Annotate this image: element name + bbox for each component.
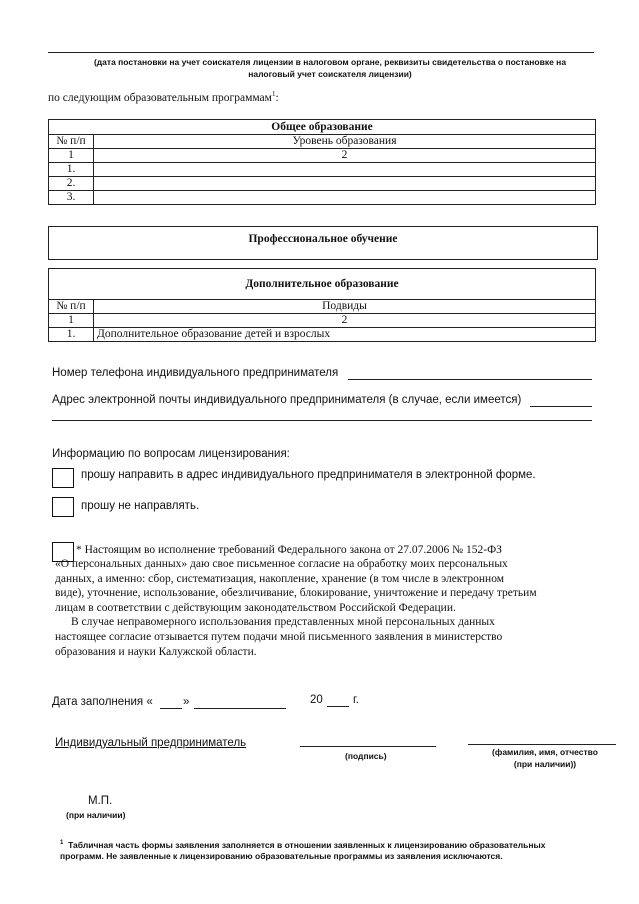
top-fill-line (48, 52, 594, 53)
consent-line-2: «О персональных данных» даю свое письменное согласие на обработку моих персональных (55, 558, 508, 570)
date-month-field[interactable] (194, 708, 286, 709)
consent-line-7: настоящее согласие отзывается путем подачи мной письменного заявления в министерство (55, 630, 503, 643)
table-row (49, 191, 596, 205)
additional-row-text[interactable]: Дополнительное образование детей и взрослых (94, 328, 596, 342)
email-field-continuation[interactable] (52, 420, 592, 421)
additional-row-num: 1. (49, 328, 94, 342)
full-name-caption-1: (фамилия, имя, отчество (492, 747, 598, 757)
consent-line-8: образования и науки Калужской области. (55, 645, 257, 658)
footnote (60, 838, 606, 862)
footnote-marker: 1 (60, 840, 64, 846)
info-label: Информацию по вопросам лицензирования: (52, 448, 290, 460)
footnote-ref: 1 (271, 90, 276, 98)
option-send-checkbox[interactable] (52, 468, 74, 488)
professional-title: Профессиональное обучение (248, 233, 398, 245)
programs-intro-colon: : (275, 91, 279, 104)
general-row-value[interactable] (94, 163, 596, 177)
caption-line-1: (дата постановки на учет соискателя лицензии в налоговом органе, реквизиты свидетельства о постановке на (93, 57, 567, 67)
professional-training-box (48, 226, 598, 260)
caption-line-2: налоговый учет соискателя лицензии) (248, 69, 412, 79)
general-row-value[interactable] (94, 177, 596, 191)
general-row-num: 1. (49, 163, 94, 177)
stamp-note: (при наличии) (66, 810, 126, 820)
general-col-level: Уровень образования (94, 135, 596, 149)
consent-line-3: данных, а именно: сбор, систематизация, накопление, хранение (в том числе в электронном (55, 572, 505, 585)
option-no-send-checkbox[interactable] (52, 497, 74, 517)
consent-line-6: В случае неправомерного использования представленных мной персональных данных (71, 616, 495, 629)
general-title: Общее образование (49, 120, 596, 135)
general-row-num: 2. (49, 177, 94, 191)
table-row (49, 177, 596, 191)
date-year-field[interactable] (327, 706, 349, 707)
footnote-line-1: Табличная часть формы заявления заполняется в отношении заявленных к лицензированию образовательных (68, 839, 546, 850)
general-education-table (48, 119, 596, 205)
consent-body (55, 557, 600, 659)
date-year-suffix: г. (353, 694, 359, 706)
programs-intro (48, 90, 279, 104)
additional-idx-sub: 2 (94, 314, 596, 328)
date-label: Дата заполнения « (52, 696, 153, 708)
signature-caption: (подпись) (345, 751, 387, 761)
full-name-caption-2: (при наличии)) (513, 759, 577, 769)
general-row-num: 3. (49, 191, 94, 205)
email-field[interactable] (530, 406, 592, 407)
consent-text (76, 543, 600, 557)
general-idx-level: 2 (94, 149, 596, 163)
additional-title: Дополнительное образование (49, 269, 596, 300)
additional-education-table (48, 268, 596, 342)
table-row (49, 163, 596, 177)
date-year-prefix: 20 (310, 694, 323, 706)
general-idx-num: 1 (49, 149, 94, 163)
full-name-field[interactable] (468, 744, 616, 745)
consent-line-4: виде), уточнение, использование, обезличивание, блокирование, уничтожение и передачу третьим (55, 587, 537, 600)
general-row-value[interactable] (94, 191, 596, 205)
consent-line-1: * Настоящим во исполнение требований Федерального закона от 27.07.2006 № 152-ФЗ (76, 544, 502, 556)
option-no-send-label: прошу не направлять. (81, 500, 200, 512)
additional-col-sub: Подвиды (94, 300, 596, 314)
consent-line-5: лицам в соответствии с действующим законодательством Российской Федерации. (55, 601, 456, 614)
signature-field[interactable] (300, 746, 436, 747)
footnote-line-2: программ. Не заявленные к лицензированию образовательные программы из заявления исключаются. (60, 850, 503, 861)
option-send-label: прошу направить в адрес индивидуального предпринимателя в электронной форме. (81, 469, 536, 481)
additional-col-num: № п/п (49, 300, 94, 314)
table-row (49, 328, 596, 342)
date-close-quote: » (183, 696, 190, 708)
programs-intro-text: по следующим образовательным программам (48, 91, 272, 104)
date-day-field[interactable] (160, 708, 182, 709)
email-label: Адрес электронной почты индивидуального предпринимателя (в случае, если имеется) (52, 394, 522, 406)
additional-idx-num: 1 (49, 314, 94, 328)
general-col-num: № п/п (49, 135, 94, 149)
phone-field[interactable] (348, 379, 592, 380)
entrepreneur-label: Индивидуальный предприниматель (55, 737, 247, 749)
stamp-mp: М.П. (88, 795, 113, 807)
phone-label: Номер телефона индивидуального предпринимателя (52, 367, 339, 379)
